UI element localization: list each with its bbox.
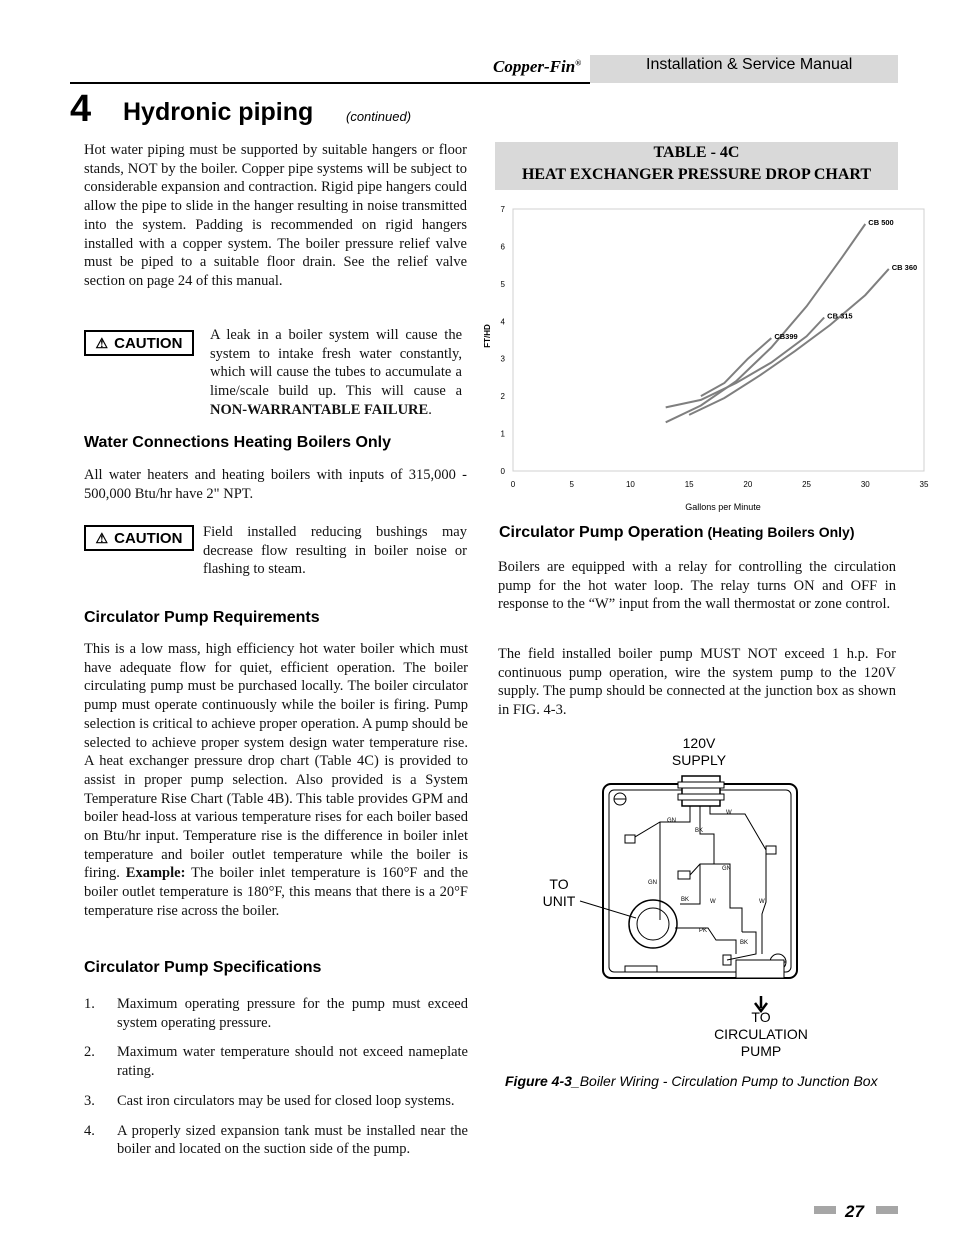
series-label: CB 360	[891, 262, 918, 272]
wire-label: W	[726, 810, 732, 816]
x-tick-label: 5	[569, 480, 574, 489]
figure-caption: Figure 4-3_Boiler Wiring - Circulation Pump to Junction Box	[505, 1073, 878, 1089]
unit-knockout	[629, 900, 677, 948]
chart-series	[666, 224, 889, 422]
chart-x-axis-label: Gallons per Minute	[685, 502, 761, 512]
wire-label: PK	[699, 928, 708, 934]
y-tick-label: 2	[500, 392, 505, 402]
series-label: CB 315	[827, 311, 853, 321]
supply-conduit	[682, 776, 720, 806]
warning-icon: ⚠	[95, 334, 109, 351]
pump-label: CIRCULATION	[714, 1026, 808, 1042]
wire-label: GN	[648, 880, 657, 886]
example-label: Example:	[125, 865, 186, 882]
y-tick-label: 1	[500, 429, 505, 439]
wire-label: GN	[722, 866, 731, 872]
y-tick-label: 6	[500, 242, 505, 252]
list-item: 4. A properly sized expansion tank must be installed near the boiler and located on the suction side of the pump.	[84, 1122, 468, 1158]
wiring-diagram	[530, 732, 890, 1062]
list-item: 1. Maximum operating pressure for the pump must exceed system operating pressure.	[84, 996, 468, 1031]
x-tick-label: 15	[684, 480, 694, 489]
wire-label: BK	[695, 828, 704, 834]
unit-leader-line	[580, 901, 636, 918]
chart-labels	[774, 218, 917, 341]
chapter-subtitle: (continued)	[346, 109, 412, 124]
intro-paragraph: Hot water piping must be supported by suitable hangers or floor stands, NOT by the boiler. Copper pipe systems will be subject to considerable expansion and contraction. Rigid pipe hangers could allow the pipe to slide in the hanger resulting in noise transmitted into the system. Padding is recommended on rigid hangers installed with a copper system. The boiler pressure relief valve must be piped to a suitable floor drain. See the relief valve section on page 24 of this manual.	[84, 142, 467, 289]
plot-area	[513, 209, 924, 471]
wire-connector	[678, 871, 690, 879]
pump-requirements-heading: Circulator Pump Requirements	[84, 609, 320, 626]
supply-label: SUPPLY	[671, 752, 727, 768]
caution-text: A leak in a boiler system will cause the system to intake fresh water constantly, which will cause the tubes to accumulate a lime/scale build up. This will cause a NON-WARRANTABLE FAILURE.	[210, 327, 462, 418]
y-tick-label: 3	[500, 354, 505, 364]
water-connections-text: All water heaters and heating boilers with inputs of 315,000 - 500,000 Btu/hr have 2" NPT.	[84, 467, 467, 502]
header-rule	[70, 82, 590, 84]
wire-connector	[766, 846, 776, 854]
pump-operation-heading: Circulator Pump Operation (Heating Boilers Only)	[499, 524, 855, 541]
caution-badge: ⚠ CAUTION	[84, 330, 194, 356]
pump-conduit	[736, 960, 784, 978]
series-line	[701, 338, 771, 396]
series-label: CB 500	[868, 217, 894, 227]
unit-label: TO	[549, 876, 569, 892]
list-item: 2. Maximum water temperature should not exceed nameplate rating.	[84, 1044, 468, 1080]
x-tick-label: 25	[802, 480, 812, 489]
wire-connector	[625, 835, 635, 843]
wire-label: W	[759, 899, 765, 905]
pump-operation-text: Boilers are equipped with a relay for controlling the circulation pump for the hot water loop. The relay turns ON and OFF in response to the “W” input from the wall thermostat or zone control.	[498, 559, 896, 613]
wire-label: GN	[667, 818, 676, 824]
x-tick-label: 10	[625, 480, 635, 489]
series-line	[666, 224, 866, 422]
warning-icon: ⚠	[95, 529, 109, 546]
pump-specifications-heading: Circulator Pump Specifications	[84, 959, 322, 976]
x-tick-label: 30	[860, 480, 870, 489]
brand-logo: Copper-Fin®	[493, 57, 582, 76]
table-title: TABLE - 4C	[653, 144, 740, 161]
supply-label: 120V	[682, 735, 716, 751]
pressure-drop-chart	[478, 198, 938, 520]
pump-label: TO	[751, 1009, 771, 1025]
caution-text: Field installed reducing bushings may decrease flow resulting in boiler noise or flashing to steam.	[203, 524, 467, 578]
chapter-number: 4	[70, 88, 92, 130]
y-tick-label: 7	[500, 205, 505, 214]
specifications-list	[84, 995, 468, 1170]
x-tick-label: 20	[743, 480, 753, 489]
chart-y-axis-label: FT/HD	[483, 324, 492, 348]
page-bar	[814, 1206, 836, 1214]
page-number: 27	[845, 1202, 864, 1221]
manual-title: Installation & Service Manual	[646, 56, 853, 73]
y-tick-label: 5	[500, 279, 505, 289]
series-label: CB399	[774, 332, 798, 342]
pump-operation-text: The field installed boiler pump MUST NOT exceed 1 h.p. For continuous pump operation, wire the system pump to the 120V supply. The pump should be connected at the junction box as shown in FIG. 4-3.	[498, 646, 896, 719]
wire-label: W	[710, 899, 716, 905]
pump-label: PUMP	[740, 1043, 782, 1059]
wire-label: BK	[740, 940, 749, 946]
wire-label: BK	[681, 897, 690, 903]
page-bar	[876, 1206, 898, 1214]
y-tick-label: 0	[500, 467, 505, 476]
y-tick-label: 4	[500, 317, 505, 327]
list-item: 3. Cast iron circulators may be used for closed loop systems.	[84, 1092, 455, 1109]
water-connections-heading: Water Connections Heating Boilers Only	[84, 434, 392, 451]
caution-badge: ⚠ CAUTION	[84, 525, 194, 551]
table-subtitle: HEAT EXCHANGER PRESSURE DROP CHART	[521, 166, 872, 183]
x-tick-label: 35	[919, 480, 929, 489]
chart-axes	[501, 205, 929, 489]
chapter-title: Hydronic piping	[123, 98, 314, 126]
x-tick-label: 0	[510, 480, 516, 489]
pump-requirements-text: This is a low mass, high efficiency hot water boiler which must have adequate flow for quiet, efficient operation. The boiler circulating pump must be purchased locally. The boiler circulator pump must operate continuously while the boiler is firing. Pump selection is critical to achieve proper operation. A pump should be selected to achieve proper system design water temperature rise. A heat exchanger pressure drop chart (Table 4C) is provided to assist in proper pump selection. Also provided is a System Temperature Rise Chart (Table 4B). This table provides GPM and boiler head-loss at various temperature rises for each boiler based on Btu/hr input. Temperature rise is the difference in boiler inlet temperature and boiler outlet temperature while the boiler is firing. Example: The boiler inlet temperature is 160°F and the boiler outlet temperature is 180°F, this means that there is a 20°F temperature rise across the boiler.	[84, 641, 468, 919]
unit-label: UNIT	[542, 893, 576, 909]
